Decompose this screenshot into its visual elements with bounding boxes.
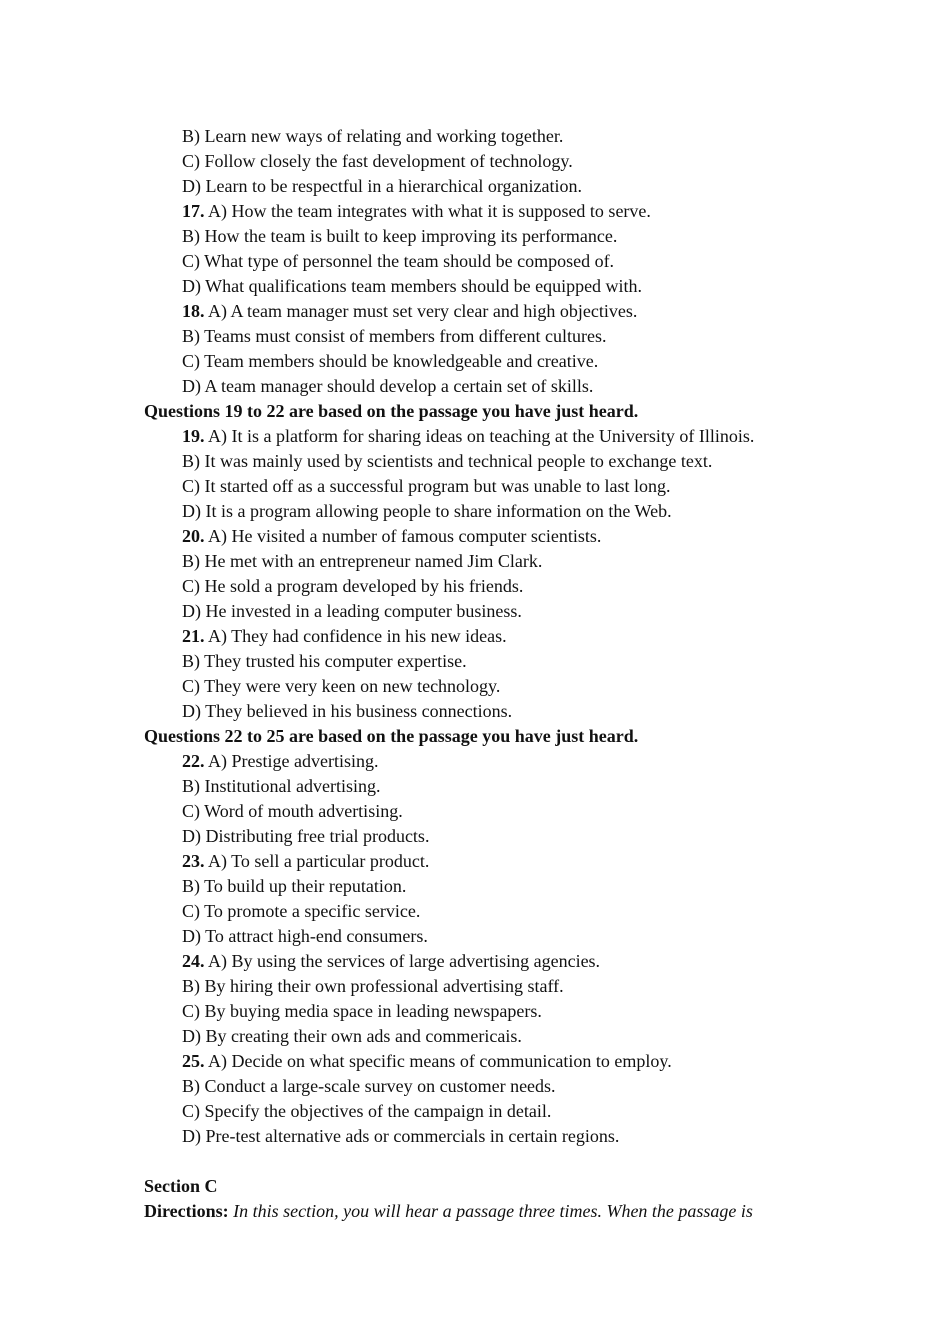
question-25: [0, 1049, 950, 1074]
passage-heading: Questions 19 to 22 are based on the passage you have just heard.: [144, 401, 639, 421]
option-c: C) By buying media space in leading newspapers.: [182, 1001, 542, 1021]
directions-text: In this section, you will hear a passage three times. When the passage is: [228, 1201, 753, 1221]
option-b: B) He met with an entrepreneur named Jim Clark.: [182, 551, 543, 571]
option-b: B) Conduct a large-scale survey on customer needs.: [182, 1076, 556, 1096]
question-number: 23.: [182, 851, 205, 871]
option-a: A) To sell a particular product.: [204, 851, 430, 871]
question-number: 20.: [182, 526, 205, 546]
option-d: D) A team manager should develop a certain set of skills.: [182, 376, 594, 396]
directions: [0, 1199, 950, 1224]
option-d: D) Learn to be respectful in a hierarchical organization.: [182, 176, 582, 196]
question-17: [0, 199, 950, 224]
option-a: A) He visited a number of famous computer scientists.: [204, 526, 602, 546]
spacer: [0, 1149, 950, 1174]
question-number: 21.: [182, 626, 205, 646]
question-number: 19.: [182, 426, 205, 446]
option-a: A) Prestige advertising.: [204, 751, 379, 771]
question-22: [0, 749, 950, 774]
question-number: 17.: [182, 201, 205, 221]
option-b: B) How the team is built to keep improving its performance.: [182, 226, 618, 246]
option-b: B) Institutional advertising.: [182, 776, 381, 796]
option-a: A) Decide on what specific means of communication to employ.: [204, 1051, 672, 1071]
option-b: B) Teams must consist of members from different cultures.: [182, 326, 607, 346]
option-d: D) By creating their own ads and commericais.: [182, 1026, 522, 1046]
question-24: [0, 949, 950, 974]
option-a: A) A team manager must set very clear and high objectives.: [204, 301, 638, 321]
option-c: C) Follow closely the fast development of technology.: [182, 151, 573, 171]
option-d: D) Distributing free trial products.: [182, 826, 430, 846]
passage-heading: Questions 22 to 25 are based on the passage you have just heard.: [144, 726, 639, 746]
option-c: C) To promote a specific service.: [182, 901, 421, 921]
question-23: [0, 849, 950, 874]
document-page: [0, 124, 950, 1224]
option-a: A) They had confidence in his new ideas.: [204, 626, 507, 646]
option-b: B) It was mainly used by scientists and technical people to exchange text.: [182, 451, 713, 471]
option-b: B) Learn new ways of relating and working together.: [182, 126, 564, 146]
option-c: C) Team members should be knowledgeable and creative.: [182, 351, 599, 371]
directions-label: Directions:: [144, 1201, 229, 1221]
option-a: A) By using the services of large advertising agencies.: [204, 951, 601, 971]
section-title: Section C: [144, 1176, 218, 1196]
question-20: [0, 524, 950, 549]
option-d: D) It is a program allowing people to share information on the Web.: [182, 501, 672, 521]
option-d: D) Pre-test alternative ads or commercials in certain regions.: [182, 1126, 620, 1146]
option-c: C) Specify the objectives of the campaign in detail.: [182, 1101, 552, 1121]
option-c: C) Word of mouth advertising.: [182, 801, 403, 821]
option-d: D) They believed in his business connections.: [182, 701, 513, 721]
option-d: D) He invested in a leading computer business.: [182, 601, 522, 621]
question-19: [0, 424, 950, 449]
option-c: C) It started off as a successful program but was unable to last long.: [182, 476, 671, 496]
question-18: [0, 299, 950, 324]
question-number: 22.: [182, 751, 205, 771]
option-b: B) They trusted his computer expertise.: [182, 651, 467, 671]
option-c: C) What type of personnel the team should be composed of.: [182, 251, 615, 271]
option-c: C) He sold a program developed by his friends.: [182, 576, 524, 596]
question-number: 18.: [182, 301, 205, 321]
option-d: D) What qualifications team members should be equipped with.: [182, 276, 643, 296]
option-b: B) To build up their reputation.: [182, 876, 407, 896]
option-a: A) How the team integrates with what it is supposed to serve.: [204, 201, 651, 221]
option-a: A) It is a platform for sharing ideas on teaching at the University of Illinois.: [204, 426, 755, 446]
question-number: 25.: [182, 1051, 205, 1071]
option-d: D) To attract high-end consumers.: [182, 926, 428, 946]
option-b: B) By hiring their own professional advertising staff.: [182, 976, 564, 996]
question-number: 24.: [182, 951, 205, 971]
question-21: [0, 624, 950, 649]
option-c: C) They were very keen on new technology.: [182, 676, 501, 696]
